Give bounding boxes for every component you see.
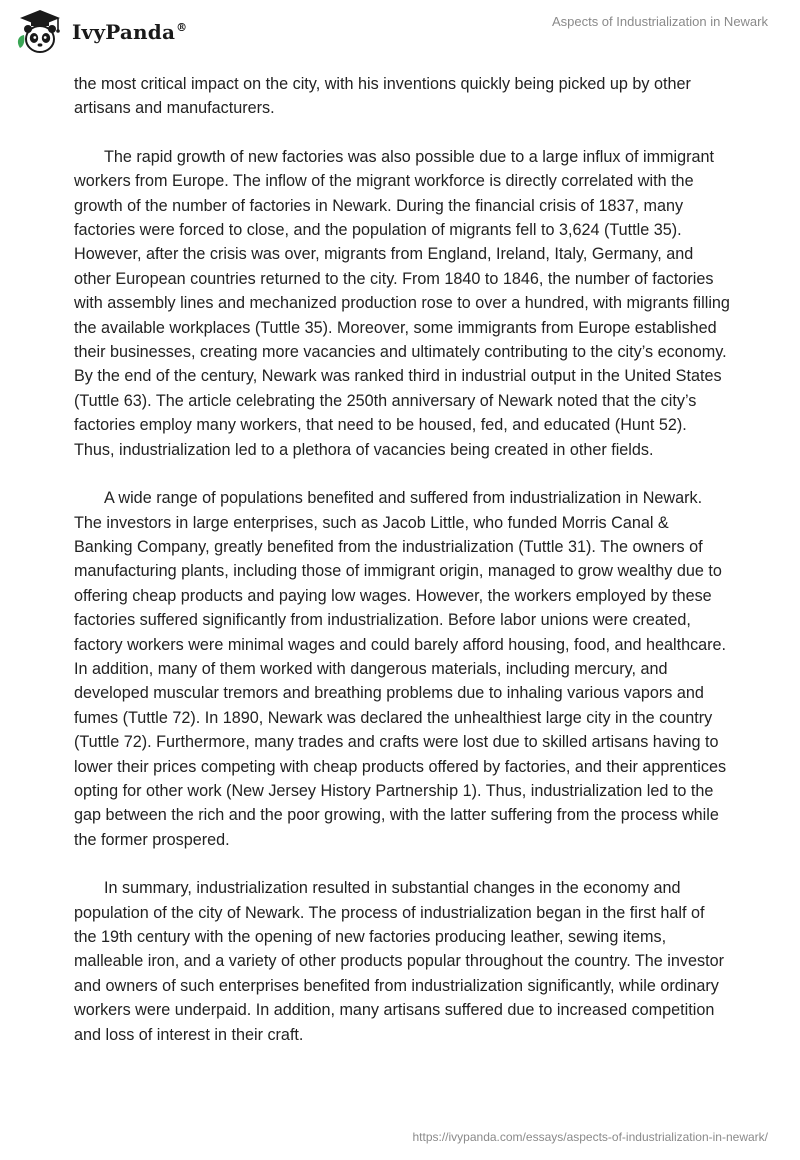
paragraph: A wide range of populations benefited and suffered from industrialization in Newark. The investors in large enterprises, such as Jacob Little, who funded Morris Canal & Banking Company, greatly benefited from the industrialization (Tuttle 31). The owners of manufacturing plants, including those of immigrant origin, managed to grow wealthy due to offering cheap products and paying low wages. However, the workers employed by these factories suffered significantly from industrialization. Before labor unions were created, factory workers were minimal wages and could barely afford housing, food, and healthcare. In addition, many of them worked with dangerous materials, including mercury, and developed muscular tremors and breathing problems due to inhaling various vapors and fumes (Tuttle 72). In 1890, Newark was declared the unhealthiest large city in the country (Tuttle 72). Furthermore, many trades and crafts were lost due to skilled artisans having to lower their prices competing with cheap products offered by factories, and their apprentices opting for other work (New Jersey History Partnership 1). Thus, industrialization led to the gap between the rich and the poor growing, with the latter suffering from the process while the former prospered.: [74, 489, 727, 849]
document-title: Aspects of Industrialization in Newark: [551, 14, 768, 29]
paragraph: the most critical impact on the city, with his inventions quickly being picked up by other artisans and manufacturers.: [74, 75, 691, 118]
panda-graduate-icon: [14, 8, 66, 56]
page-header: [0, 0, 800, 64]
essay-body: [74, 72, 730, 1071]
brand-name: IvyPanda®: [72, 20, 188, 44]
source-url[interactable]: https://ivypanda.com/essays/aspects-of-industrialization-in-newark/: [412, 1130, 768, 1144]
paragraph: In summary, industrialization resulted in substantial changes in the economy and population of the city of Newark. The process of industrialization began in the first half of the 19th century with the opening of new factories producing leather, sewing items, malleable iron, and a variety of other products popular throughout the country. The investor and owners of such enterprises benefited from industrialization significantly, while ordinary workers were underpaid. In addition, many artisans suffered due to increased competition and loss of interest in their craft.: [74, 879, 724, 1044]
paragraph: The rapid growth of new factories was also possible due to a large influx of immigrant workers from Europe. The inflow of the migrant workforce is directly correlated with the growth of the number of factories in Newark. During the financial crisis of 1837, many factories were forced to close, and the population of migrants fell to 3,624 (Tuttle 35). However, after the crisis was over, migrants from England, Ireland, Italy, Germany, and other European countries returned to the city. From 1840 to 1846, the number of factories with assembly lines and mechanized production rose to over a hundred, with migrants filling the available workplaces (Tuttle 35). Moreover, some immigrants from Europe established their businesses, creating more vacancies and ultimately contributing to the city’s economy. By the end of the century, Newark was ranked third in industrial output in the United States (Tuttle 63). The article celebrating the 250th anniversary of Newark noted that the city’s factories employ many workers, that need to be housed, fed, and educated (Hunt 52). Thus, industrialization led to a plethora of vacancies being created in other fields.: [74, 147, 730, 459]
ivypanda-logo[interactable]: [14, 8, 187, 56]
